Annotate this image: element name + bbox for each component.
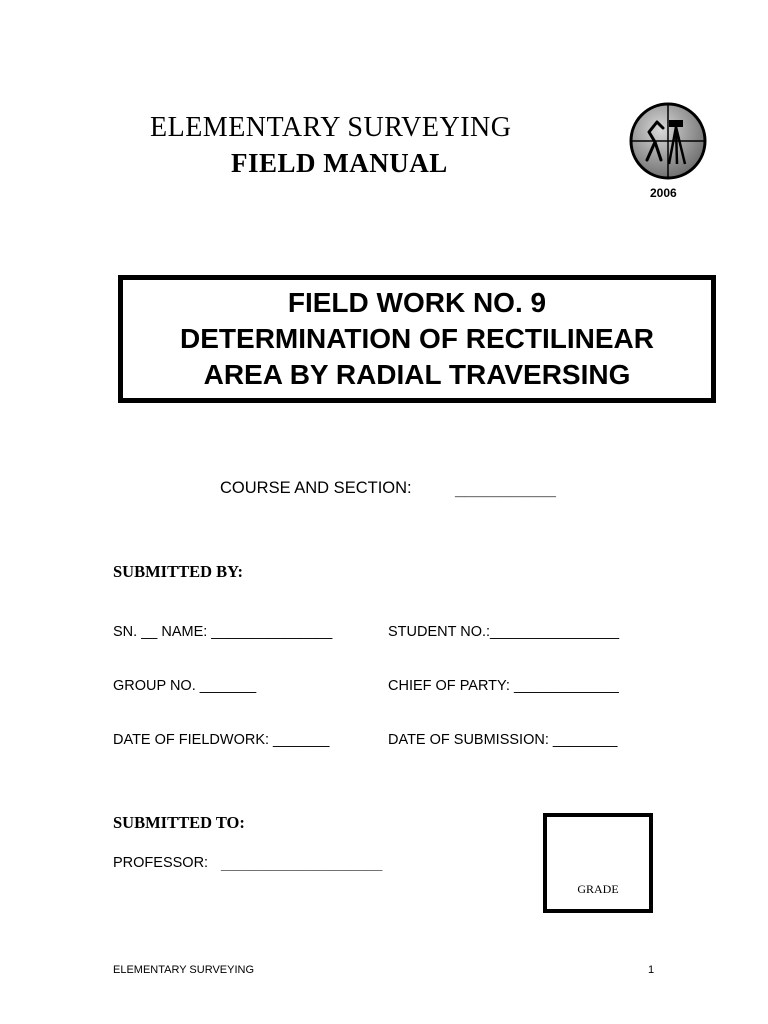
grade-box [543, 813, 653, 913]
group-no-field[interactable]: GROUP NO. _______ [113, 678, 257, 694]
logo-year: 2006 [650, 186, 677, 200]
manual-subtitle: FIELD MANUAL [231, 148, 448, 178]
field-work-title-box [118, 275, 716, 403]
chief-of-party-field[interactable]: CHIEF OF PARTY: _____________ [388, 678, 619, 694]
footer-title: ELEMENTARY SURVEYING [113, 964, 255, 976]
field-work-title-line-1: DETERMINATION OF RECTILINEAR [180, 323, 654, 354]
surveying-logo [629, 102, 707, 180]
submitted-to-heading: SUBMITTED TO: [113, 813, 245, 832]
professor-label: PROFESSOR: [113, 855, 209, 871]
date-of-submission-field[interactable]: DATE OF SUBMISSION: ________ [388, 732, 618, 748]
course-section-field[interactable]: ___________ [455, 481, 556, 499]
professor-field[interactable]: ____________________ [221, 857, 383, 873]
sn-name-field[interactable]: SN. __ NAME: _______________ [113, 624, 333, 640]
field-work-number: FIELD WORK NO. 9 [287, 287, 547, 318]
field-work-title-line-2: AREA BY RADIAL TRAVERSING [203, 359, 631, 390]
submitted-by-heading: SUBMITTED BY: [113, 562, 244, 581]
page-number: 1 [648, 964, 655, 976]
date-of-fieldwork-field[interactable]: DATE OF FIELDWORK: _______ [113, 732, 330, 748]
student-no-field[interactable]: STUDENT NO.:________________ [388, 624, 620, 640]
manual-title: ELEMENTARY SURVEYING [150, 112, 512, 143]
course-section-label: COURSE AND SECTION: [220, 479, 412, 497]
grade-label: GRADE [577, 882, 619, 896]
